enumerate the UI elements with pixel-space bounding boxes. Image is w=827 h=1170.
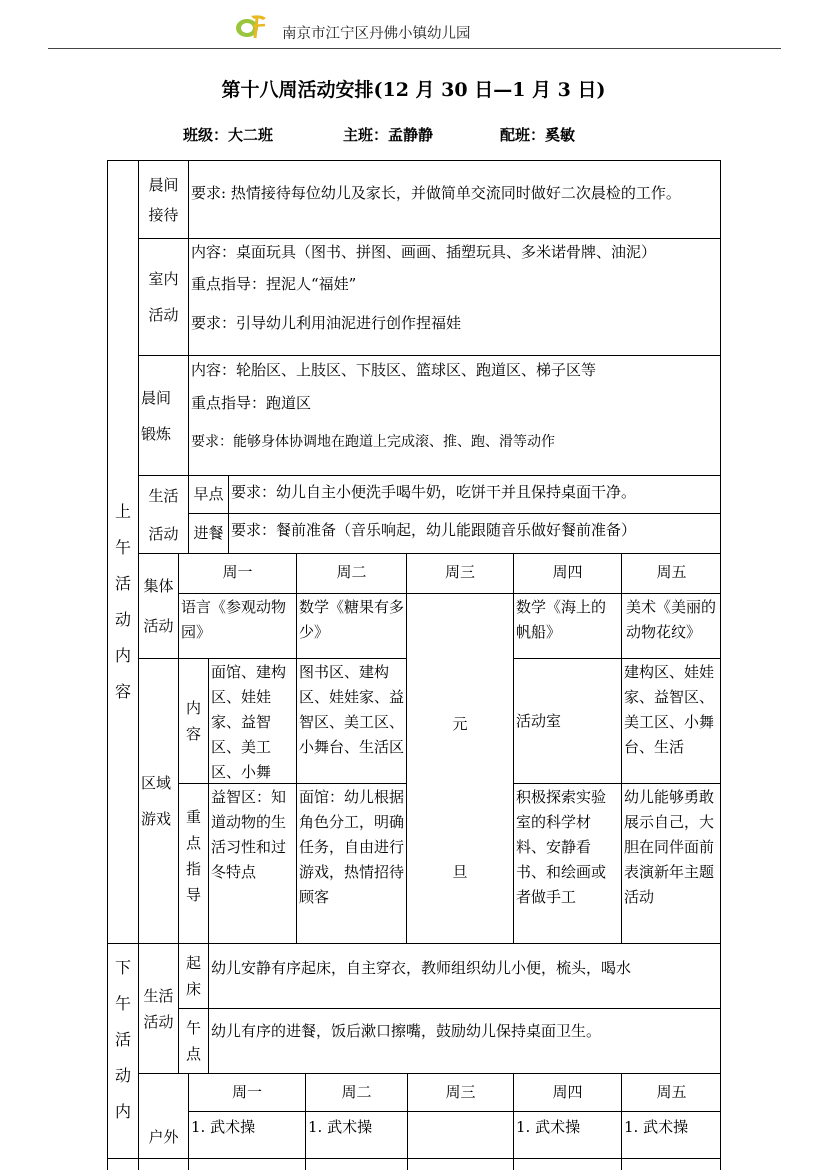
afternoon-snack-content: 幼儿有序的进餐，饭后漱口擦嘴，鼓励幼儿保持桌面卫生。	[208, 1008, 721, 1073]
outdoor-label: 户外	[138, 1073, 188, 1170]
wake-content: 幼儿安静有序起床，自主穿衣，教师组织幼儿小便，梳头，喝水	[208, 943, 721, 1008]
indoor-requirement: 要求：引导幼儿利用油泥进行创作捏福娃	[191, 314, 462, 332]
area-content-label: 内 容	[178, 658, 208, 783]
exercise-content: 内容：轮胎区、上肢区、下肢区、篮球区、跑道区、梯子区等	[191, 361, 597, 379]
afternoon-life-label: 生活 活动	[138, 943, 178, 1073]
reception-label: 晨间 接待	[138, 160, 188, 238]
group-thu: 数学《海上的帆船》	[513, 593, 621, 658]
exercise-cell	[188, 355, 721, 475]
group-tue: 数学《糖果有多少》	[296, 593, 406, 658]
holiday-cell	[406, 593, 513, 943]
table-right-border	[720, 160, 721, 1170]
area-focus-label: 重 点 指 导	[178, 783, 208, 943]
pm-day-thu: 周四	[513, 1073, 621, 1111]
section-afternoon-label: 下 午 活 动 内	[107, 943, 138, 1170]
pm-day-fri: 周五	[621, 1073, 721, 1111]
exercise-requirement: 要求：能够身体协调地在跑道上完成滚、推、跑、滑等动作	[191, 434, 555, 450]
group-activity-label: 集体 活动	[138, 553, 178, 658]
table-bottom-border	[107, 1158, 721, 1159]
area-focus-tue: 面馆：幼儿根据角色分工，明确任务，自由进行游戏，热情招待顾客	[296, 783, 406, 943]
day-header-thu: 周四	[513, 553, 621, 593]
main-teacher: 主班：孟静静	[343, 126, 434, 144]
afternoon-snack-label: 午 点	[178, 1008, 208, 1073]
indoor-label: 室内 活动	[138, 238, 188, 355]
outdoor-fri: 1. 武术操	[621, 1111, 721, 1170]
snack-requirement: 要求：幼儿自主小便洗手喝牛奶，吃饼干并且保持桌面干净。	[228, 475, 721, 513]
day-header-wed: 周三	[406, 553, 513, 593]
class-label: 班级：大二班	[183, 126, 274, 144]
area-content-thu: 活动室	[513, 658, 621, 783]
school-logo	[233, 12, 273, 40]
outdoor-wed	[407, 1111, 513, 1170]
snack-label: 早点	[188, 475, 228, 513]
area-focus-thu: 积极探索实验室的科学材料、安静看书、和绘画或者做手工	[513, 783, 621, 943]
pm-day-tue: 周二	[305, 1073, 407, 1111]
area-content-mon: 面馆、建构区、娃娃家、益智区、美工区、小舞	[208, 658, 296, 783]
day-header-tue: 周二	[296, 553, 406, 593]
exercise-label: 晨间 锻炼	[138, 355, 188, 475]
meal-requirement: 要求：餐前准备（音乐响起，幼儿能跟随音乐做好餐前准备）	[228, 513, 721, 553]
assistant-teacher: 配班：奚敏	[500, 126, 576, 144]
area-games-label: 区域 游戏	[138, 658, 178, 943]
day-header-fri: 周五	[621, 553, 721, 593]
page-title: 第十八周活动安排(12 月 30 日—1 月 3 日)	[221, 79, 606, 101]
area-content-tue: 图书区、建构区、娃娃家、益智区、美工区、小舞台、生活区	[296, 658, 406, 783]
outdoor-thu: 1. 武术操	[513, 1111, 621, 1170]
section-morning-label: 上 午 活 动 内 容	[107, 160, 138, 943]
header-divider	[48, 48, 781, 49]
holiday-yuan: 元	[452, 715, 468, 733]
reception-requirement: 要求: 热情接待每位幼儿及家长，并做简单交流同时做好二次晨检的工作。	[188, 160, 721, 238]
area-focus-fri: 幼儿能够勇敢展示自己，大胆在同伴面前表演新年主题活动	[621, 783, 721, 943]
group-mon: 语言《参观动物园》	[178, 593, 296, 658]
day-header-mon: 周一	[178, 553, 296, 593]
indoor-focus: 重点指导：捏泥人“福娃”	[191, 275, 357, 293]
wake-label: 起 床	[178, 943, 208, 1008]
area-content-fri: 建构区、娃娃家、益智区、美工区、小舞台、生活	[621, 658, 721, 783]
outdoor-mon: 1. 武术操	[188, 1111, 305, 1170]
pm-day-mon: 周一	[188, 1073, 305, 1111]
holiday-dan: 旦	[452, 863, 468, 881]
area-focus-mon: 益智区：知道动物的生活习性和过冬特点	[208, 783, 296, 943]
meal-label: 进餐	[188, 513, 228, 553]
indoor-cell	[188, 238, 721, 355]
pm-day-wed: 周三	[407, 1073, 513, 1111]
indoor-content: 内容：桌面玩具（图书、拼图、画画、插塑玩具、多米诺骨牌、油泥）	[191, 243, 657, 261]
group-fri: 美术《美丽的动物花纹》	[621, 593, 721, 658]
life-label: 生活 活动	[138, 475, 188, 553]
exercise-focus: 重点指导：跑道区	[191, 394, 312, 412]
school-name: 南京市江宁区丹佛小镇幼儿园	[282, 26, 471, 42]
outdoor-tue: 1. 武术操	[305, 1111, 407, 1170]
